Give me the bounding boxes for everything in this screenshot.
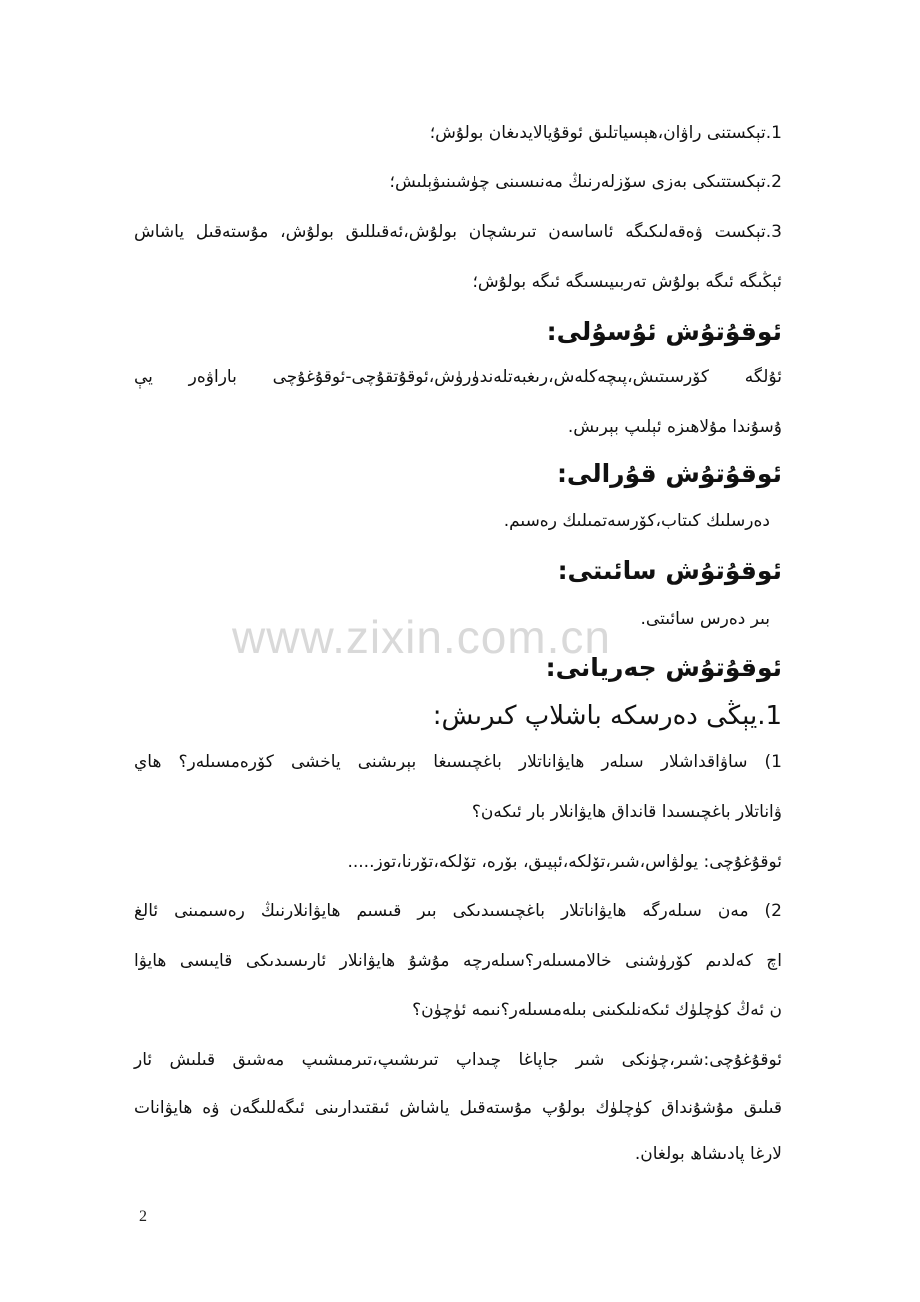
teaching-method-text-continued: ۇسۇندا مۇلاھىزە ئېلىپ بېرىش. (567, 417, 782, 437)
question-2-end: ن ئەڭ كۈچلۈك ئىكەنلىكىنى بىلەمسىلەر؟نىمە ئۈچۈن؟ (412, 1000, 782, 1020)
page-number: 2 (139, 1208, 147, 1225)
student-answer-2-end: لارغا پادىشاھ بولغان. (634, 1144, 782, 1164)
student-answer-1: ئوقۇغۇچى: يولۋاس،شىر،تۆلكە،ئېيىق، بۆرە، تۆلكە،تۆرنا،توز..... (347, 852, 782, 872)
student-answer-2-continued: قىلىق مۇشۇنداق كۈچلۈك بولۇپ مۇستەقىل ياشاش ئىقتىدارىنى ئىگەللىگەن ۋە ھايۋانات (134, 1098, 782, 1118)
teaching-tools-text: دەرسلىك كىتاب،كۆرسەتمىلىك رەسىم. (503, 511, 770, 531)
question-2-continued: اچ كەلدىم كۆرۈشنى خالامسىلەر؟سىلەرچە مۇشۇ ھايۋانلار ئارىسىدىكى قايىسى ھايۋا (134, 951, 782, 971)
question-1-continued: ۋاناتلار باغچىسىدا قانداق ھايۋانلار بار ئىكەن؟ (471, 802, 782, 822)
objective-1: 1.تېكستنى راۋان،ھېسياتلىق ئوقۇيالايدىغان بولۇش؛ (429, 123, 782, 143)
teaching-hours-text: بىر دەرس سائىتى. (640, 609, 770, 629)
teaching-method-text: ئۇلگە كۆرسىتىش،پىچەكلەش،رىغبەتلەندۈرۈش،ئوقۇتقۇچى-ئوقۇغۇچى باراۋەر يې (134, 367, 782, 387)
student-answer-2: ئوقۇغۇچى:شىر،چۈنكى شىر جاپاغا چىداپ تىرىشىپ،تىرمىشىپ مەشىق قىلىش ئار (134, 1050, 782, 1070)
heading-teaching-method: ئوقۇتۇش ئۇسۇلى: (546, 317, 782, 346)
objective-3: 3.تېكست ۋەقەلىكىگە ئاساسەن تىرىشچان بولۇش،ئەقىللىق بولۇش، مۇستەقىل ياشاش (134, 222, 782, 242)
question-1: 1) ساۋاقداشلار سىلەر ھايۋاناتلار باغچىسىغا بېرىشنى ياخشى كۆرەمسىلەر؟ ھاي (134, 752, 782, 772)
objective-3-continued: ئېڭىگە ئىگە بولۇش تەربىيىسىگە ئىگە بولۇش؛ (472, 272, 782, 292)
heading-teaching-process: ئوقۇتۇش جەريانى: (545, 653, 782, 682)
objective-2: 2.تېكستتىكى بەزى سۆزلەرنىڭ مەنىسىنى چۈشىنىۋېلىش؛ (389, 172, 782, 192)
watermark: www.zixin.com.cn (232, 611, 611, 663)
heading-teaching-hours: ئوقۇتۇش سائىتى: (557, 556, 782, 585)
heading-teaching-tools: ئوقۇتۇش قۇرالى: (556, 459, 782, 488)
subheading-introduction: 1.يېڭى دەرسكە باشلاپ كىرىش: (432, 701, 782, 731)
question-2: 2) مەن سىلەرگە ھايۋاناتلار باغچىسىدىكى بىر قىسىم ھايۋانلارنىڭ رەسىمىنى ئالغ (134, 901, 782, 921)
